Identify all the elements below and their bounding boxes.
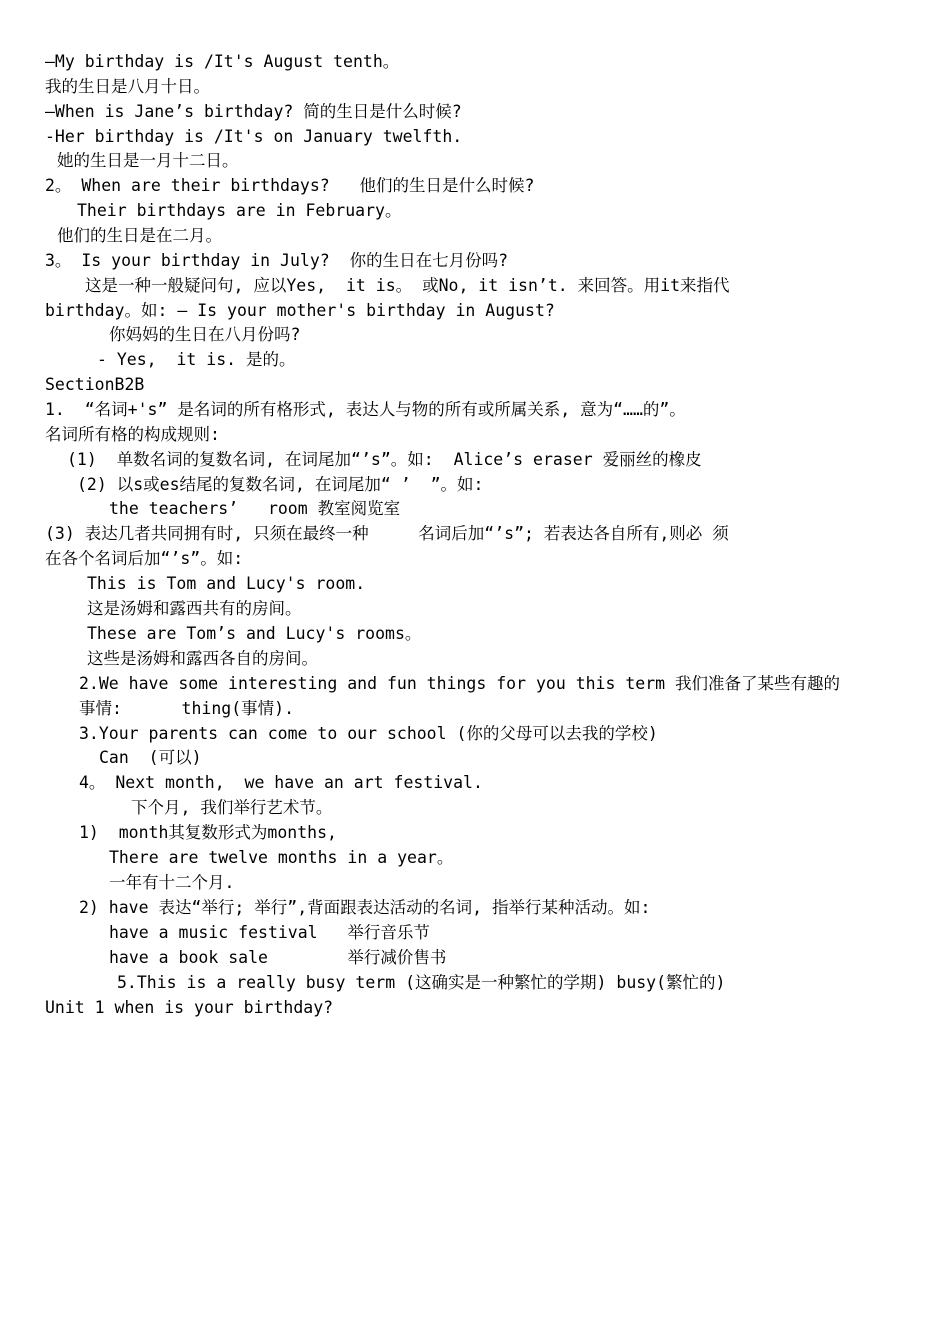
text-line: —My birthday is /It's August tenth。 [45,52,400,71]
text-line: 2。 When are their birthdays? 他们的生日是什么时候? [45,176,535,195]
text-line: 我的生日是八月十日。 [45,77,210,96]
text-line: 这是汤姆和露西共有的房间。 [87,599,302,618]
text-line: 1) month其复数形式为months, [79,823,337,842]
text-line: 2) have 表达“举行; 举行”,背面跟表达活动的名词, 指举行某种活动。如: [79,898,651,917]
text-line: (2) 以s或es结尾的复数名词, 在词尾加“ ’ ”。如: [77,475,484,494]
text-line: - Yes, it is. 是的。 [97,350,296,369]
text-line: 在各个名词后加“’s”。如: [45,549,244,568]
text-line: 5.This is a really busy term (这确实是一种繁忙的学期) busy(繁忙的) [117,973,726,992]
text-line: (1) 单数名词的复数名词, 在词尾加“’s”。如: Alice’s eraser 爱丽丝的橡皮 [67,450,702,469]
text-line: Their birthdays are in February。 [77,201,402,220]
text-line: (3) 表达几者共同拥有时, 只须在最终一种 名词后加“’s”; 若表达各自所有,则必 须 [45,524,729,543]
text-line: 2.We have some interesting and fun things for you this term 我们准备了某些有趣的 [79,674,841,693]
text-line: This is Tom and Lucy's room. [87,574,366,593]
text-line: These are Tom’s and Lucy's rooms。 [87,624,422,643]
text-line: -Her birthday is /It's on January twelfth. [45,127,463,146]
text-line: have a book sale 举行减价售书 [109,948,447,967]
text-line: have a music festival 举行音乐节 [109,923,430,942]
text-line: 你妈妈的生日在八月份吗? [109,325,301,344]
unit-title: Unit 1 when is your birthday? [45,998,334,1017]
text-line: There are twelve months in a year。 [109,848,454,867]
text-line: the teachers’ room 教室阅览室 [109,499,401,518]
text-line: 3.Your parents can come to our school (你的父母可以去我的学校) [79,724,658,743]
text-line: 他们的生日是在二月。 [57,226,222,245]
section-heading: SectionB2B [45,375,145,394]
text-line: 下个月, 我们举行艺术节。 [131,798,333,817]
text-line: 3。 Is your birthday in July? 你的生日在七月份吗? [45,251,509,270]
text-line: 名词所有格的构成规则: [45,425,220,444]
text-line: 这些是汤姆和露西各自的房间。 [87,649,318,668]
text-line: 1. “名词+'s” 是名词的所有格形式, 表达人与物的所有或所属关系, 意为“……的”。 [45,400,686,419]
text-line: birthday。如: — Is your mother's birthday in August? [45,301,555,320]
text-line: Can (可以) [99,748,202,767]
text-line: 她的生日是一月十二日。 [57,151,239,170]
text-line: 这是一种一般疑问句, 应以Yes, it is。 或No, it isn’t. 来回答。用it来指代 [85,276,730,295]
text-line: 一年有十二个月. [109,873,235,892]
text-line: —When is Jane’s birthday? 简的生日是什么时候? [45,102,462,121]
text-line: 4。 Next month, we have an art festival. [79,773,483,792]
text-line: 事情: thing(事情). [79,699,295,718]
